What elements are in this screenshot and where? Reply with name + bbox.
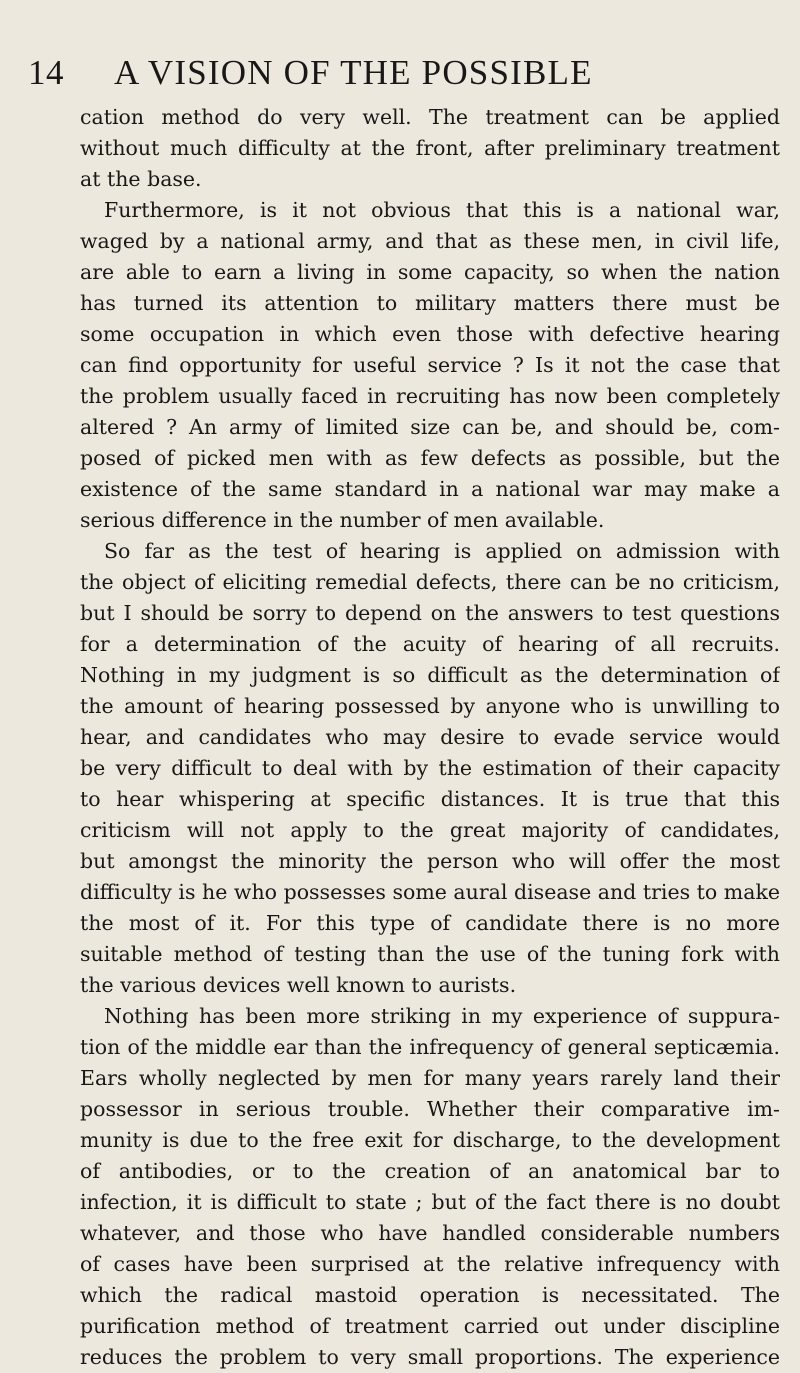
text-line: hear, and candidates who may desire to evade service would bbox=[80, 725, 780, 749]
text-line: possessor in serious trouble. Whether their comparative im- bbox=[80, 1097, 780, 1121]
text-line: without much difficulty at the front, after preliminary treatment bbox=[80, 136, 780, 160]
text-line: purification method of treatment carried out under discipline bbox=[80, 1314, 780, 1338]
text-line: the amount of hearing possessed by anyone who is unwilling to bbox=[80, 694, 780, 718]
text-line: Nothing has been more striking in my experience of suppura- bbox=[104, 1004, 780, 1028]
text-line: of antibodies, or to the creation of an anatomical bar to bbox=[80, 1159, 780, 1183]
text-line: infection, it is difficult to state ; but of the fact there is no doubt bbox=[80, 1190, 780, 1214]
text-line: the problem usually faced in recruiting has now been completely bbox=[80, 384, 780, 408]
text-line: can find opportunity for useful service ? Is it not the case that bbox=[80, 353, 780, 377]
text-line: existence of the same standard in a national war may make a bbox=[80, 477, 780, 501]
text-line: the various devices well known to aurists. bbox=[80, 973, 517, 997]
text-line: are able to earn a living in some capacity, so when the nation bbox=[80, 260, 780, 284]
text-line: Furthermore, is it not obvious that this is a national war, bbox=[104, 198, 780, 222]
text-line: be very difficult to deal with by the estimation of their capacity bbox=[80, 756, 780, 780]
text-line: Ears wholly neglected by men for many years rarely land their bbox=[80, 1066, 780, 1090]
text-line: of cases have been surprised at the relative infrequency with bbox=[80, 1252, 780, 1276]
text-line: cation method do very well. The treatment can be applied bbox=[80, 105, 780, 129]
page-number: 14 bbox=[28, 53, 64, 92]
text-line: munity is due to the free exit for discharge, to the development bbox=[80, 1128, 780, 1152]
text-line: So far as the test of hearing is applied on admission with bbox=[104, 539, 780, 563]
text-line: criticism will not apply to the great majority of candidates, bbox=[80, 818, 780, 842]
text-line: reduces the problem to very small proportions. The experience bbox=[80, 1345, 780, 1369]
text-line: for a determination of the acuity of hearing of all recruits. bbox=[80, 632, 780, 656]
text-line: has turned its attention to military matters there must be bbox=[80, 291, 780, 315]
text-line: suitable method of testing than the use of the tuning fork with bbox=[80, 942, 780, 966]
text-line: the most of it. For this type of candidate there is no more bbox=[80, 911, 780, 935]
body-text bbox=[80, 102, 780, 1373]
text-line: waged by a national army, and that as these men, in civil life, bbox=[80, 229, 780, 253]
text-line: altered ? An army of limited size can be, and should be, com- bbox=[80, 415, 780, 439]
text-line: the object of eliciting remedial defects, there can be no criticism, bbox=[80, 570, 780, 594]
text-line: difficulty is he who possesses some aural disease and tries to make bbox=[80, 880, 780, 904]
text-line: Nothing in my judgment is so difficult as the determination of bbox=[80, 663, 780, 687]
text-line: whatever, and those who have handled considerable numbers bbox=[80, 1221, 780, 1245]
text-line: some occupation in which even those with defective hearing bbox=[80, 322, 780, 346]
running-title: A VISION OF THE POSSIBLE bbox=[114, 53, 593, 92]
text-line: serious difference in the number of men available. bbox=[80, 508, 605, 532]
text-line: but I should be sorry to depend on the answers to test questions bbox=[80, 601, 780, 625]
text-line: but amongst the minority the person who will offer the most bbox=[80, 849, 780, 873]
text-line: tion of the middle ear than the infrequency of general septicæmia. bbox=[80, 1035, 780, 1059]
text-line: to hear whispering at specific distances. It is true that this bbox=[80, 787, 780, 811]
text-line: at the base. bbox=[80, 167, 202, 191]
text-line: which the radical mastoid operation is necessitated. The bbox=[80, 1283, 780, 1307]
text-line: posed of picked men with as few defects as possible, but the bbox=[80, 446, 780, 470]
running-head bbox=[28, 50, 748, 96]
